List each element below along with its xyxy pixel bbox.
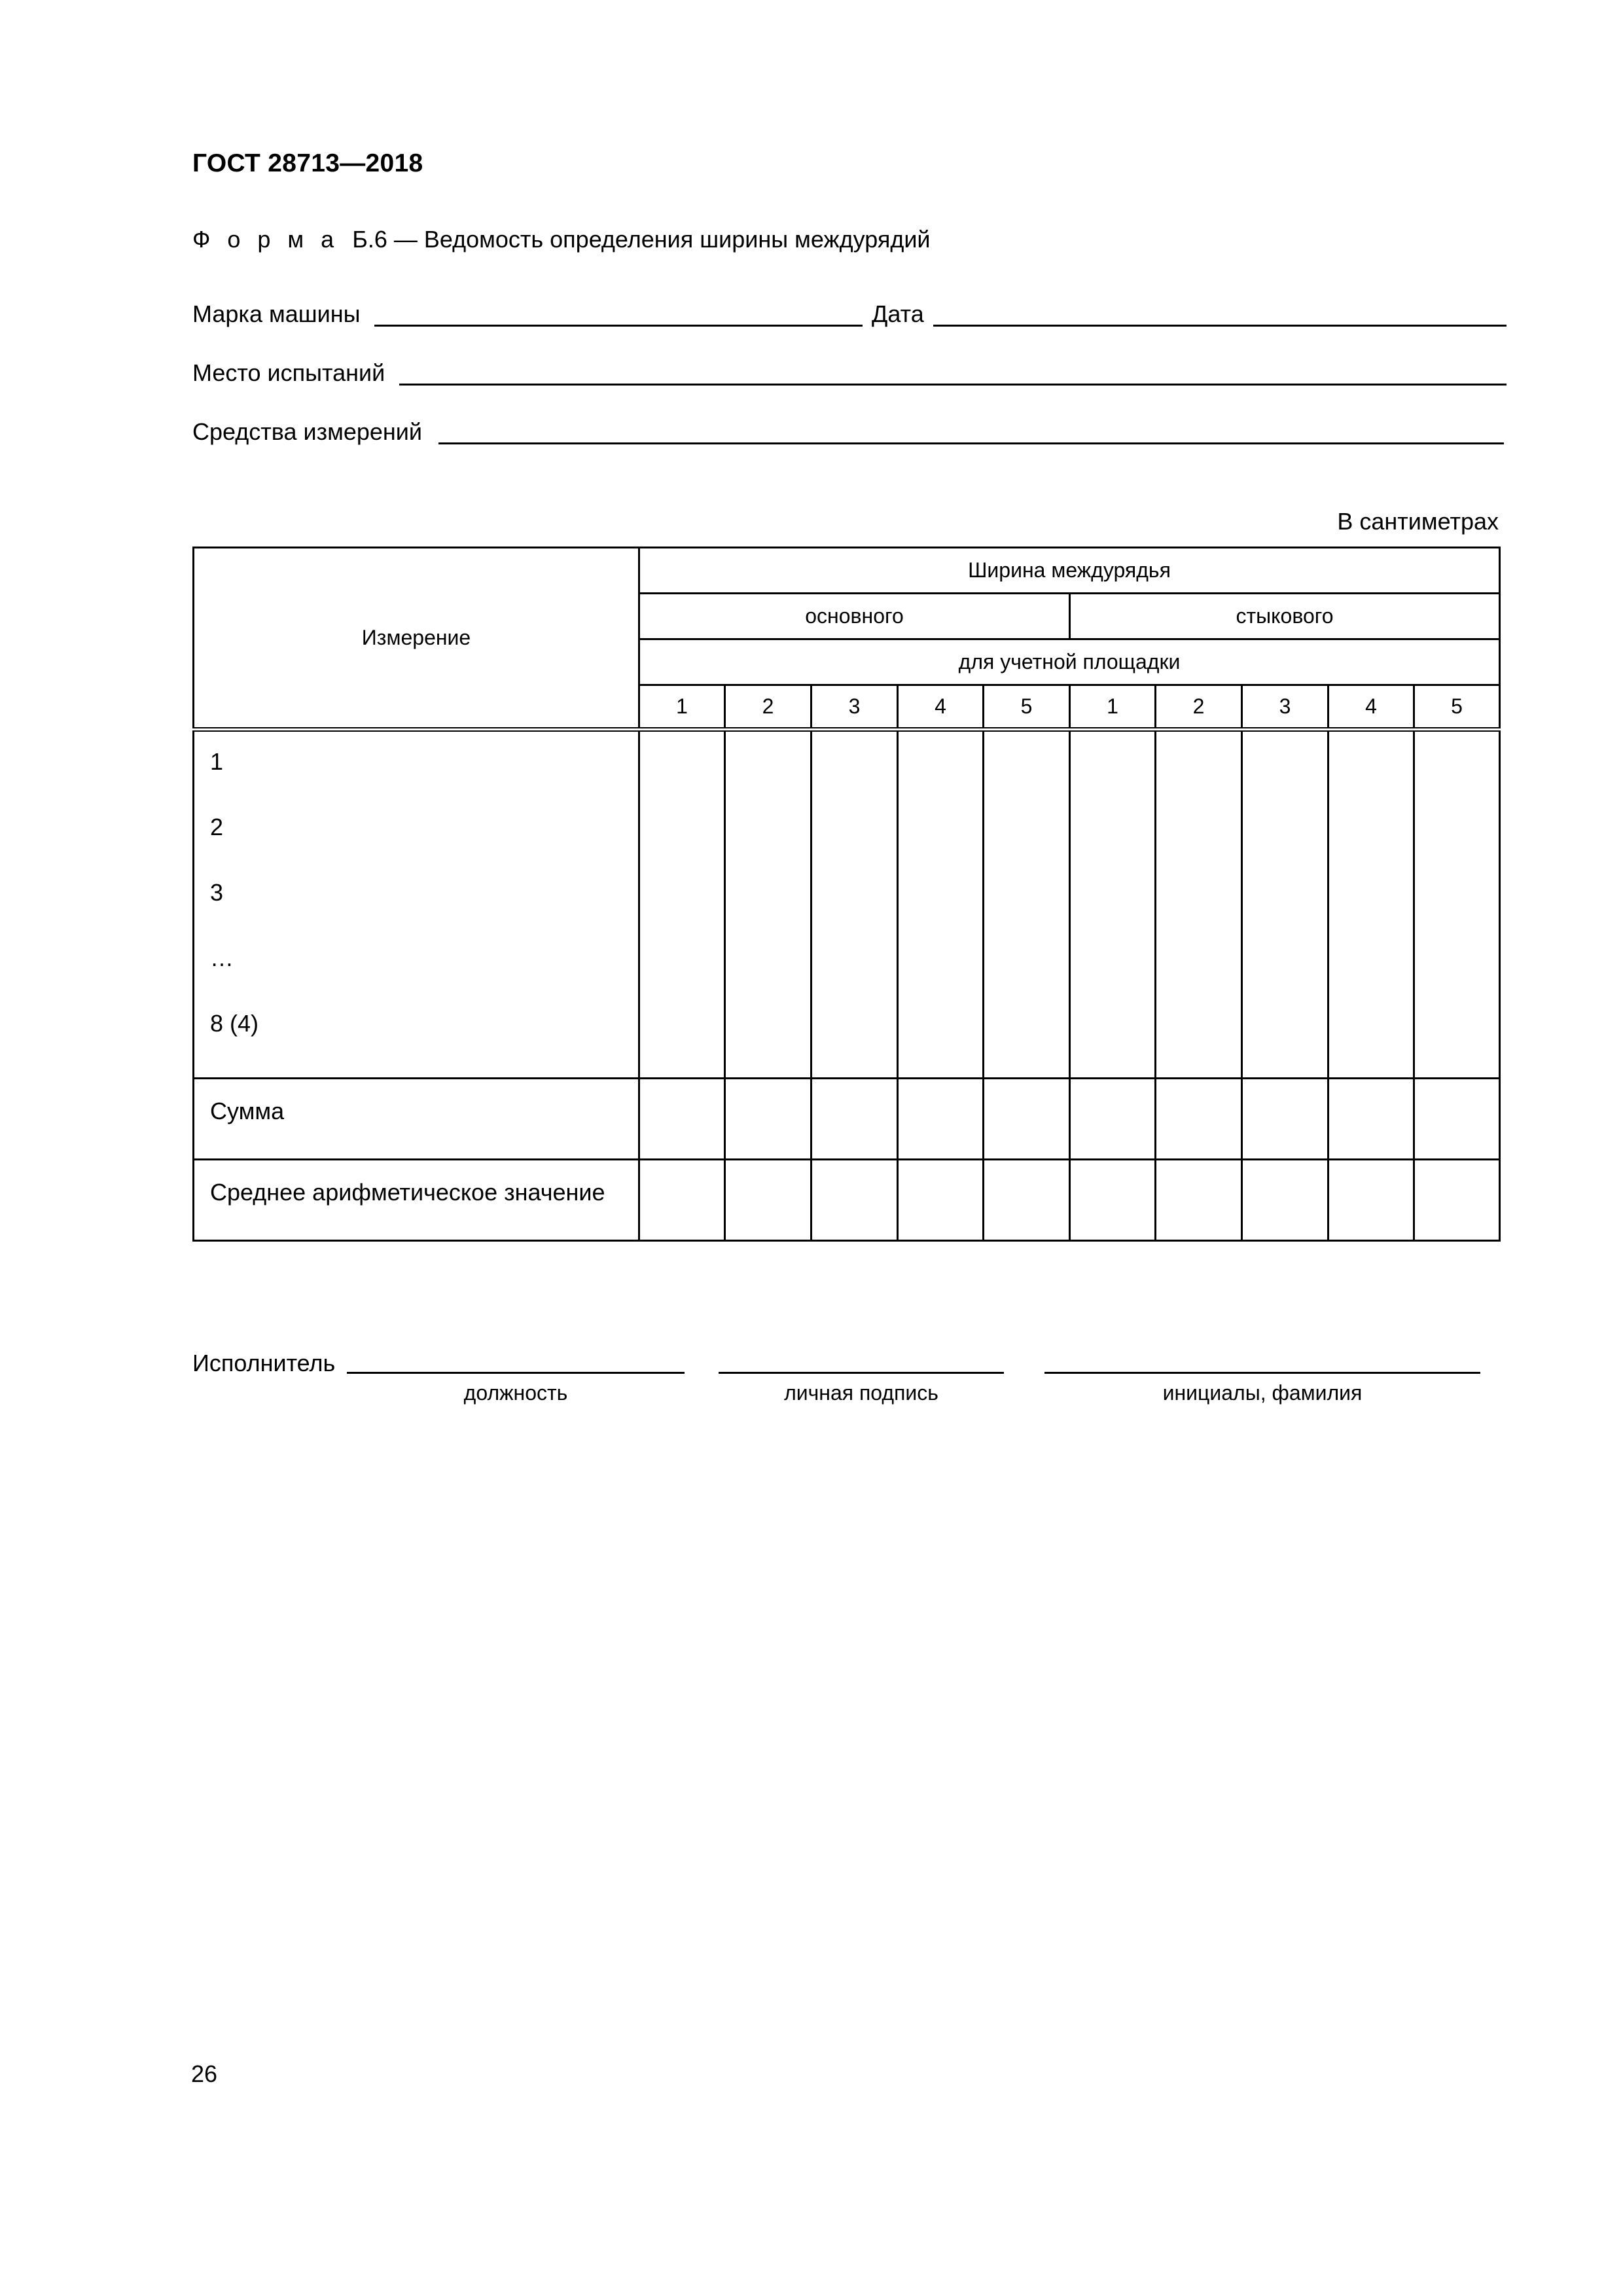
name-field[interactable] [1044,1372,1480,1374]
sum-cell[interactable] [639,1079,725,1160]
sum-cell[interactable] [1156,1079,1242,1160]
machine-label: Марка машины [192,300,361,327]
document-code: ГОСТ 28713—2018 [192,149,423,177]
average-cell[interactable] [898,1160,984,1241]
date-label: Дата [872,300,924,327]
main-group-header: основного [639,594,1070,639]
measurements-cell [194,730,639,1079]
sum-cell[interactable] [1242,1079,1329,1160]
row-width-table [192,547,1501,1242]
position-caption: должность [463,1381,568,1405]
name-caption: инициалы, фамилия [1162,1381,1363,1405]
row-width-header: Ширина междурядья [639,548,1500,594]
measurement-label: 1 [210,748,224,775]
place-label: Место испытаний [192,359,385,386]
value-cell[interactable] [1414,730,1500,1079]
sum-cell[interactable] [984,1079,1070,1160]
measurement-label: 8 (4) [210,1010,259,1037]
average-label: Среднее арифметическое значение [194,1160,639,1241]
average-cell[interactable] [1242,1160,1329,1241]
sum-cell[interactable] [812,1079,898,1160]
col-number: 3 [1242,685,1329,730]
signature-field[interactable] [719,1372,1004,1374]
value-cell[interactable] [1156,730,1242,1079]
col-number: 4 [898,685,984,730]
average-cell[interactable] [1156,1160,1242,1241]
executor-label: Исполнитель [192,1350,336,1376]
value-cell[interactable] [1070,730,1156,1079]
average-cell[interactable] [725,1160,812,1241]
col-number: 5 [1414,685,1500,730]
average-cell[interactable] [984,1160,1070,1241]
form-title [192,226,931,253]
page-number: 26 [191,2060,218,2087]
col-number: 3 [812,685,898,730]
col-number: 4 [1329,685,1414,730]
sum-cell[interactable] [898,1079,984,1160]
machine-field[interactable] [374,325,863,327]
measure-header: Измерение [194,548,639,730]
plot-subheader: для учетной площадки [639,639,1500,685]
value-cell[interactable] [812,730,898,1079]
date-field[interactable] [933,325,1507,327]
col-number: 2 [1156,685,1242,730]
value-cell[interactable] [725,730,812,1079]
sum-cell[interactable] [1414,1079,1500,1160]
value-cell[interactable] [984,730,1070,1079]
average-cell[interactable] [639,1160,725,1241]
average-cell[interactable] [1329,1160,1414,1241]
col-number: 2 [725,685,812,730]
sum-label: Сумма [194,1079,639,1160]
position-field[interactable] [347,1372,685,1374]
units-note: В сантиметрах [1337,508,1499,535]
signature-caption: личная подпись [784,1381,938,1405]
measurement-label: … [210,944,234,971]
instruments-label: Средства измерений [192,418,423,445]
value-cell[interactable] [898,730,984,1079]
average-cell[interactable] [1414,1160,1500,1241]
sum-cell[interactable] [1329,1079,1414,1160]
average-cell[interactable] [1070,1160,1156,1241]
average-cell[interactable] [812,1160,898,1241]
value-cell[interactable] [639,730,725,1079]
form-title-text: Б.6 — Ведомость определения ширины междурядий [352,226,931,253]
sum-cell[interactable] [725,1079,812,1160]
col-number: 1 [639,685,725,730]
instruments-field[interactable] [438,442,1504,444]
value-cell[interactable] [1242,730,1329,1079]
form-prefix: Ф о р м а [192,226,340,253]
sum-cell[interactable] [1070,1079,1156,1160]
col-number: 1 [1070,685,1156,730]
joint-group-header: стыкового [1070,594,1500,639]
place-field[interactable] [399,384,1507,386]
value-cell[interactable] [1329,730,1414,1079]
measurement-label: 3 [210,879,224,906]
col-number: 5 [984,685,1070,730]
measurement-label: 2 [210,814,224,840]
